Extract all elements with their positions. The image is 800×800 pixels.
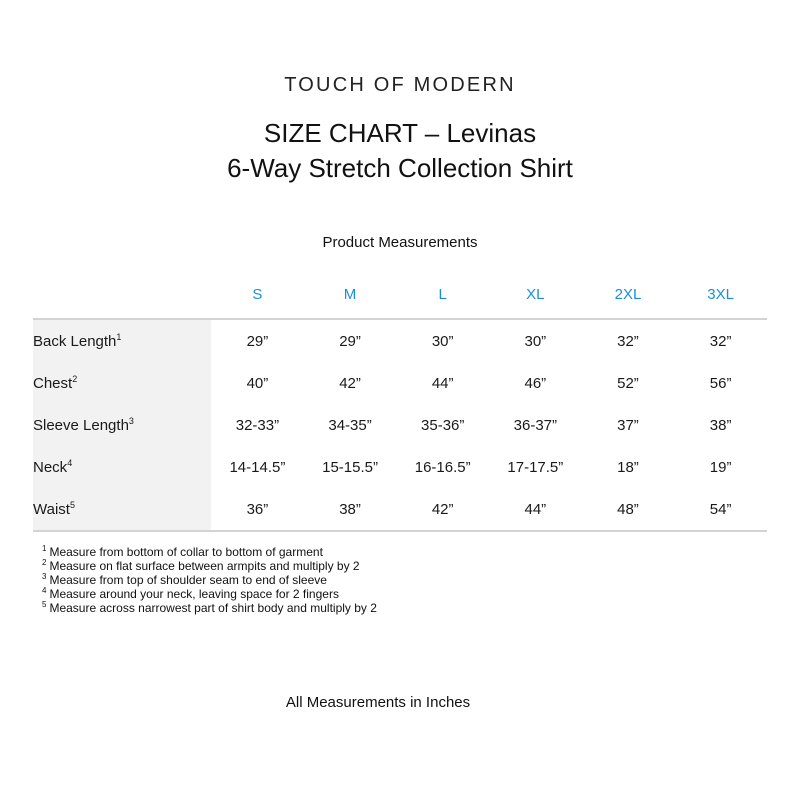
footnote-number: 4 [42,586,47,595]
row-label-text: Waist [33,500,70,518]
table-cell: 15-15.5” [322,458,378,476]
table-cell: 32” [617,332,639,350]
footnotes [42,545,377,615]
footnote-text: Measure from top of shoulder seam to end of sleeve [49,573,327,587]
footnote-text: Measure across narrowest part of shirt body and multiply by 2 [49,601,377,615]
footnote-text: Measure from bottom of collar to bottom of garment [49,545,323,559]
table-cell: 30” [431,332,454,350]
table-cell: 14-14.5” [229,458,286,476]
row-label-text: Neck [33,458,68,476]
table-cell: 38” [709,416,732,434]
size-header-xl: XL [489,270,582,319]
size-header-2xl: 2XL [582,270,675,319]
row-label-waist [33,488,211,531]
table-cell: 35-36” [421,416,465,434]
table-cell: 36” [211,488,304,531]
table-subtitle: Product Measurements [322,234,478,251]
table-cell: 42” [339,374,361,392]
footnote-4 [42,587,377,601]
footnote-2 [42,559,377,573]
footnote-number: 2 [42,558,47,567]
table-cell: 17-17.5” [507,458,564,476]
footnote-number: 5 [42,600,47,609]
table-cell: 54” [674,488,767,531]
footnote-number: 1 [42,544,47,553]
table-row-sleeve-length [33,404,767,446]
row-label-text: Sleeve Length [33,416,129,434]
table-row-chest [33,362,767,404]
brand-logo-text: TOUCH OF MODERN [284,74,516,96]
row-label-sleeve-length [33,404,211,446]
size-header-3xl: 3XL [674,270,767,319]
page-title [0,116,800,186]
size-chart-table [33,270,767,532]
table-cell: 19” [709,458,732,476]
size-header-s: S [211,270,304,319]
title-line-1: SIZE CHART – Levinas [263,118,537,148]
footnote-marker: 2 [72,373,78,384]
table-cell: 32” [709,332,732,350]
row-label-text: Chest [33,374,73,392]
table-cell: 44” [431,374,454,392]
footnote-text: Measure around your neck, leaving space for 2 fingers [49,587,339,601]
table-cell: 18” [617,458,639,476]
table-cell: 34-35” [328,416,372,434]
footnote-text: Measure on flat surface between armpits and multiply by 2 [49,559,360,573]
size-header-l: L [396,270,489,319]
footnote-1 [42,545,377,559]
row-label-text: Back Length [33,332,117,350]
footnote-3 [42,573,377,587]
header-blank-cell [33,270,211,319]
table-cell: 40” [246,374,269,392]
table-cell: 42” [396,488,489,531]
footnote-5 [42,601,377,615]
table-cell: 38” [304,488,397,531]
title-line-2: 6-Way Stretch Collection Shirt [227,153,573,183]
row-label-back-length [33,319,211,362]
table-row-back-length [33,319,767,362]
table-cell: 30” [524,332,547,350]
table-cell: 52” [617,374,639,392]
table-row-neck [33,446,767,488]
table-cell: 29” [246,332,269,350]
table-cell: 44” [489,488,582,531]
footnote-marker: 1 [116,331,122,342]
table-cell: 48” [582,488,675,531]
table-cell: 56” [709,374,732,392]
table-cell: 36-37” [513,416,558,434]
row-label-neck [33,446,211,488]
row-label-chest [33,362,211,404]
size-header-row [33,270,767,319]
footnote-marker: 5 [69,499,75,510]
footnote-marker: 4 [67,457,73,468]
footnote-marker: 3 [128,415,134,426]
table-cell: 46” [524,374,547,392]
table-row-waist [33,488,767,531]
table-cell: 32-33” [235,416,280,434]
size-header-m: M [304,270,397,319]
units-footer: All Measurements in Inches [285,694,471,711]
table-cell: 16-16.5” [414,458,471,476]
table-cell: 29” [339,332,361,350]
footnote-number: 3 [42,572,47,581]
table-cell: 37” [617,416,639,434]
